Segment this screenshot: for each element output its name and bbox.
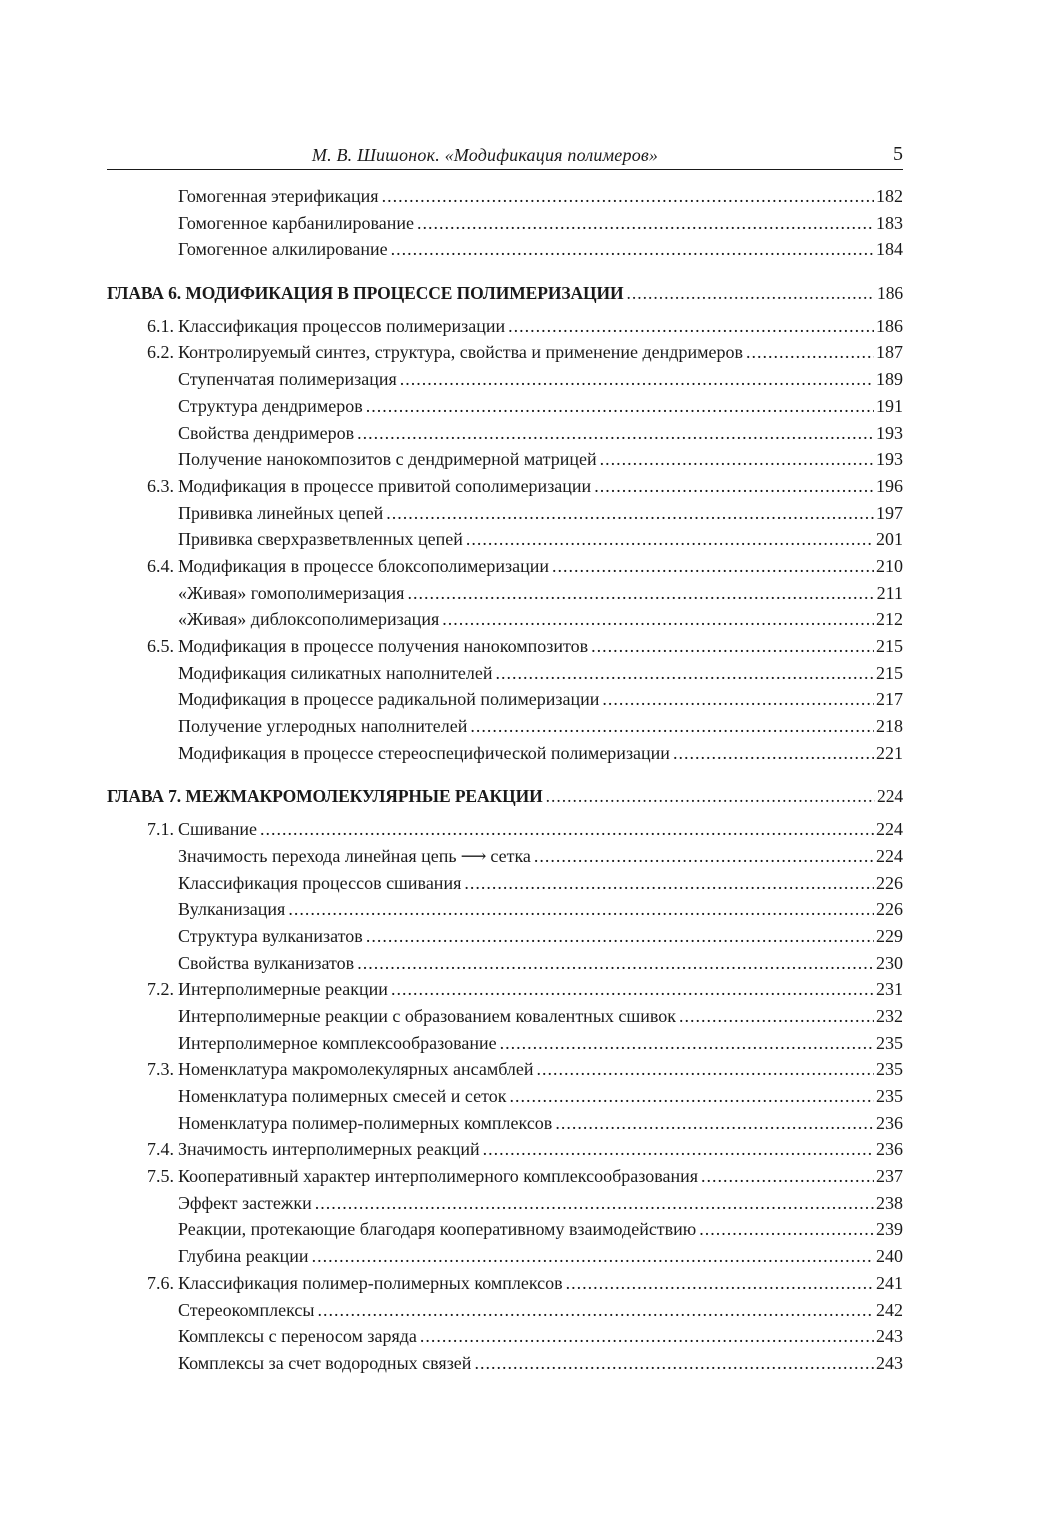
- toc-entry-title: [178, 816, 257, 843]
- arrow-right-icon: ⟶: [460, 845, 487, 866]
- toc-leader-dots: [400, 366, 874, 393]
- toc-page-number: 236: [876, 1139, 903, 1160]
- toc-leader-dots: [591, 633, 874, 660]
- toc-entry-title: [178, 210, 414, 237]
- toc-section-number: 7.1.: [147, 819, 174, 840]
- toc-subsection-row: [107, 1003, 903, 1030]
- toc-page-number: 189: [876, 369, 903, 390]
- toc-leader-dots: [673, 740, 874, 767]
- toc-page-number: 242: [876, 1299, 903, 1320]
- toc-chapter-row: [107, 280, 903, 307]
- toc-leader-dots: [500, 1030, 874, 1057]
- table-of-contents: [107, 183, 903, 1377]
- toc-subsection-row: [107, 1083, 903, 1110]
- toc-page-number: 186: [876, 315, 903, 336]
- toc-subsection-row: [107, 1243, 903, 1270]
- toc-page-number: 193: [876, 449, 903, 470]
- toc-section-row: [107, 816, 903, 843]
- toc-subsection-row: [107, 1110, 903, 1137]
- toc-section-number: 7.6.: [147, 1272, 174, 1293]
- toc-leader-dots: [552, 553, 874, 580]
- toc-page-number: 243: [876, 1352, 903, 1373]
- toc-entry-title-text: «Живая» диблоксополимеризация: [178, 609, 440, 630]
- toc-leader-dots: [420, 1323, 874, 1350]
- toc-entry-title: [178, 1297, 314, 1324]
- toc-section-row: [107, 1136, 903, 1163]
- toc-entry-title-text: Интерполимерное комплексообразование: [178, 1032, 497, 1053]
- toc-page-number: 230: [876, 952, 903, 973]
- toc-page-number: 212: [876, 609, 903, 630]
- toc-page-number: 184: [876, 239, 903, 260]
- toc-section-row: [107, 1163, 903, 1190]
- toc-leader-dots: [366, 923, 874, 950]
- toc-entry-title-text: Модификация в процессе блоксополимеризации: [178, 555, 550, 576]
- toc-page-number: 221: [876, 742, 903, 763]
- toc-section-row: [107, 633, 903, 660]
- toc-section-row: [107, 976, 903, 1003]
- toc-subsection-row: [107, 843, 903, 870]
- toc-leader-dots: [594, 473, 874, 500]
- toc-entry-title: [107, 783, 543, 810]
- toc-leader-dots: [546, 783, 875, 810]
- toc-section-row: [107, 313, 903, 340]
- toc-page-number: 240: [876, 1246, 903, 1267]
- toc-entry-title: [178, 500, 383, 527]
- toc-subsection-row: [107, 740, 903, 767]
- toc-entry-title: [178, 923, 363, 950]
- toc-page-number: 224: [876, 819, 903, 840]
- toc-entry-title: [178, 526, 463, 553]
- toc-entry-title-text: ГЛАВА 6. МОДИФИКАЦИЯ В ПРОЦЕССЕ ПОЛИМЕРИЗАЦИИ: [107, 283, 624, 304]
- toc-leader-dots: [366, 393, 874, 420]
- toc-entry-title: [178, 1270, 563, 1297]
- toc-leader-dots: [602, 686, 874, 713]
- toc-section-row: [107, 1270, 903, 1297]
- toc-page-number: 235: [876, 1086, 903, 1106]
- toc-page-number: 235: [876, 1032, 903, 1053]
- toc-page-number: 243: [876, 1326, 903, 1347]
- toc-subsection-row: [107, 183, 903, 210]
- toc-leader-dots: [474, 1350, 874, 1377]
- toc-page-number: 229: [876, 925, 903, 946]
- toc-leader-dots: [466, 526, 874, 553]
- toc-entry-title-text: Модификация в процессе радикальной полимеризации: [178, 689, 600, 710]
- toc-subsection-row: [107, 393, 903, 420]
- toc-leader-dots: [679, 1003, 874, 1030]
- toc-subsection-row: [107, 1350, 903, 1377]
- toc-entry-title: [178, 870, 461, 897]
- toc-entry-title: [107, 280, 624, 307]
- toc-entry-title: [178, 976, 388, 1003]
- toc-entry-title-text: Получение углеродных наполнителей: [178, 716, 468, 737]
- toc-section-number: 7.2.: [147, 979, 174, 1000]
- toc-entry-title-text: Глубина реакции: [178, 1246, 309, 1267]
- toc-entry-title: [178, 686, 599, 713]
- toc-page-number: 211: [876, 582, 903, 603]
- toc-page-number: 182: [876, 186, 903, 206]
- toc-entry-title: [178, 740, 670, 767]
- running-header: [107, 143, 903, 170]
- toc-page-number: 236: [876, 1112, 903, 1133]
- toc-entry-title-text: Номенклатура макромолекулярных ансамблей: [178, 1059, 534, 1080]
- toc-section-number: 7.3.: [147, 1059, 174, 1080]
- toc-leader-dots: [382, 183, 874, 210]
- toc-subsection-row: [107, 580, 903, 607]
- toc-subsection-row: [107, 950, 903, 977]
- toc-page-number: 241: [876, 1272, 903, 1293]
- toc-subsection-row: [107, 1323, 903, 1350]
- toc-entry-title-text: Структура вулканизатов: [178, 925, 363, 946]
- toc-subsection-row: [107, 420, 903, 447]
- toc-section-number: 6.5.: [147, 636, 174, 656]
- toc-page-number: 226: [876, 872, 903, 893]
- toc-entry-title-text: Свойства дендримеров: [178, 422, 355, 443]
- toc-entry-title: [178, 1056, 534, 1083]
- toc-page-number: 193: [876, 422, 903, 443]
- toc-entry-title: [178, 1243, 309, 1270]
- toc-entry-title-text: Гомогенное карбанилирование: [178, 212, 414, 233]
- toc-page-number: 239: [876, 1219, 903, 1240]
- toc-entry-title: [178, 713, 467, 740]
- toc-subsection-row: [107, 1030, 903, 1057]
- toc-entry-title: [178, 1003, 676, 1030]
- toc-entry-title-text: Модификация в процессе стереоспецифической полимеризации: [178, 742, 670, 763]
- toc-page-number: 201: [876, 529, 903, 550]
- toc-entry-title: [178, 843, 531, 870]
- toc-page-number: 231: [876, 979, 903, 1000]
- toc-subsection-row: [107, 210, 903, 237]
- toc-entry-title: [178, 236, 388, 263]
- page-number: 5: [893, 143, 903, 165]
- toc-leader-dots: [357, 420, 874, 447]
- toc-entry-title-text: Модификация в процессе привитой сополимеризации: [178, 475, 592, 496]
- toc-entry-title-text: Классификация полимер-полимерных комплексов: [178, 1272, 563, 1293]
- toc-entry-title: [178, 1216, 696, 1243]
- toc-section-number: 6.3.: [147, 475, 174, 496]
- toc-entry-title: [178, 1030, 497, 1057]
- toc-page-number: 215: [876, 662, 903, 683]
- toc-leader-dots: [357, 950, 874, 977]
- toc-page-number: 186: [877, 283, 903, 304]
- toc-page-number: 232: [876, 1005, 903, 1026]
- toc-entry-title: [178, 339, 743, 366]
- toc-entry-title: [178, 1136, 480, 1163]
- toc-entry-title: [178, 1323, 417, 1350]
- toc-entry-title-text: Комплексы за счет водородных связей: [178, 1352, 472, 1373]
- toc-entry-title: [178, 393, 363, 420]
- toc-leader-dots: [699, 1216, 874, 1243]
- toc-page-number: 238: [876, 1192, 903, 1213]
- toc-section-row: [107, 1056, 903, 1083]
- toc-leader-dots: [317, 1297, 874, 1324]
- toc-entry-title-text: Получение нанокомпозитов с дендримерной матрицей: [178, 449, 597, 470]
- toc-subsection-row: [107, 606, 903, 633]
- toc-entry-title-text: Ступенчатая полимеризация: [178, 369, 397, 390]
- toc-leader-dots: [495, 660, 874, 687]
- toc-leader-dots: [600, 446, 874, 473]
- toc-entry-title: [178, 896, 285, 923]
- toc-leader-dots: [315, 1190, 874, 1217]
- toc-entry-title-text: Значимость перехода линейная цепь: [178, 845, 457, 866]
- toc-leader-dots: [508, 313, 874, 340]
- toc-subsection-row: [107, 1190, 903, 1217]
- toc-leader-dots: [464, 870, 874, 897]
- toc-page-number: 224: [877, 786, 903, 807]
- toc-leader-dots: [746, 339, 874, 366]
- toc-entry-title-text: Модификация в процессе получения нанокомпозитов: [178, 636, 589, 656]
- toc-page-number: 215: [876, 636, 903, 656]
- toc-leader-dots: [288, 896, 874, 923]
- toc-subsection-row: [107, 660, 903, 687]
- toc-entry-title-text: Номенклатура полимер-полимерных комплексов: [178, 1112, 553, 1133]
- toc-page-number: 196: [876, 475, 903, 496]
- toc-entry-title: [178, 313, 505, 340]
- toc-entry-title: [178, 1190, 312, 1217]
- toc-entry-title: [178, 446, 597, 473]
- toc-leader-dots: [555, 1110, 874, 1137]
- running-title: М. В. Шишонок. «Модификация полимеров»: [311, 145, 659, 165]
- toc-leader-dots: [391, 976, 874, 1003]
- toc-entry-title: [178, 1083, 507, 1110]
- toc-entry-title-text: «Живая» гомополимеризация: [178, 582, 405, 603]
- toc-entry-title-suffix: сетка: [490, 845, 531, 866]
- toc-leader-dots: [510, 1083, 874, 1110]
- toc-subsection-row: [107, 686, 903, 713]
- toc-subsection-row: [107, 1297, 903, 1324]
- toc-section-number: 6.1.: [147, 315, 174, 336]
- toc-page-number: 235: [876, 1059, 903, 1080]
- toc-subsection-row: [107, 713, 903, 740]
- toc-entry-title-text: Стереокомплексы: [178, 1299, 315, 1320]
- toc-leader-dots: [470, 713, 874, 740]
- toc-leader-dots: [386, 500, 874, 527]
- toc-entry-title-text: Гомогенное алкилирование: [178, 239, 388, 260]
- toc-subsection-row: [107, 236, 903, 263]
- toc-subsection-row: [107, 1216, 903, 1243]
- toc-entry-title: [178, 633, 588, 660]
- toc-section-number: 6.2.: [147, 342, 174, 363]
- toc-entry-title-text: Гомогенная этерификация: [178, 186, 379, 206]
- toc-section-row: [107, 553, 903, 580]
- toc-page-number: 224: [876, 845, 903, 866]
- toc-entry-title-text: Эффект застежки: [178, 1192, 312, 1213]
- toc-leader-dots: [260, 816, 874, 843]
- toc-entry-title: [178, 183, 379, 210]
- toc-subsection-row: [107, 870, 903, 897]
- toc-section-row: [107, 473, 903, 500]
- toc-entry-title-text: Вулканизация: [178, 899, 286, 920]
- toc-chapter-row: [107, 783, 903, 810]
- toc-section-number: 7.5.: [147, 1166, 174, 1187]
- toc-entry-title: [178, 950, 354, 977]
- toc-entry-title-text: Сшивание: [178, 819, 258, 840]
- toc-leader-dots: [537, 1056, 874, 1083]
- toc-entry-title-text: Модификация силикатных наполнителей: [178, 662, 493, 683]
- toc-leader-dots: [701, 1163, 874, 1190]
- toc-section-row: [107, 339, 903, 366]
- toc-subsection-row: [107, 526, 903, 553]
- toc-entry-title: [178, 473, 591, 500]
- toc-leader-dots: [312, 1243, 874, 1270]
- toc-leader-dots: [483, 1136, 874, 1163]
- toc-page-number: 210: [876, 555, 903, 576]
- toc-entry-title-text: Контролируемый синтез, структура, свойства и применение дендримеров: [178, 342, 743, 363]
- toc-page-number: 187: [876, 342, 903, 363]
- toc-leader-dots: [534, 843, 874, 870]
- toc-entry-title-text: Комплексы с переносом заряда: [178, 1326, 417, 1347]
- toc-leader-dots: [407, 580, 874, 607]
- toc-leader-dots: [417, 210, 874, 237]
- toc-page-number: 197: [876, 502, 903, 523]
- toc-entry-title-text: Прививка сверхразветвленных цепей: [178, 529, 463, 550]
- toc-entry-title: [178, 606, 439, 633]
- toc-entry-title: [178, 1350, 471, 1377]
- toc-entry-title-text: ГЛАВА 7. МЕЖМАКРОМОЛЕКУЛЯРНЫЕ РЕАКЦИИ: [107, 786, 543, 807]
- toc-entry-title-text: Свойства вулканизатов: [178, 952, 355, 973]
- toc-page-number: 226: [876, 899, 903, 920]
- toc-entry-title-text: Номенклатура полимерных смесей и сеток: [178, 1086, 507, 1106]
- toc-page-number: 217: [876, 689, 903, 710]
- toc-entry-title-text: Классификация процессов сшивания: [178, 872, 462, 893]
- toc-page-number: 218: [876, 716, 903, 737]
- toc-entry-title-text: Структура дендримеров: [178, 395, 363, 416]
- toc-entry-title: [178, 660, 492, 687]
- toc-entry-title-text: Интерполимерные реакции: [178, 979, 388, 1000]
- toc-page-number: 191: [876, 395, 903, 416]
- toc-entry-title-text: Интерполимерные реакции с образованием ковалентных сшивок: [178, 1005, 677, 1026]
- toc-subsection-row: [107, 896, 903, 923]
- toc-leader-dots: [627, 280, 876, 307]
- toc-subsection-row: [107, 446, 903, 473]
- toc-leader-dots: [442, 606, 874, 633]
- toc-entry-title-text: Значимость интерполимерных реакций: [178, 1139, 480, 1160]
- toc-entry-title: [178, 1163, 698, 1190]
- toc-subsection-row: [107, 923, 903, 950]
- toc-entry-title: [178, 553, 549, 580]
- toc-entry-title: [178, 366, 397, 393]
- toc-entry-title-text: Классификация процессов полимеризации: [178, 315, 506, 336]
- toc-subsection-row: [107, 366, 903, 393]
- toc-entry-title-text: Кооперативный характер интерполимерного комплексообразования: [178, 1166, 699, 1187]
- toc-entry-title: [178, 420, 354, 447]
- toc-leader-dots: [391, 236, 874, 263]
- toc-section-number: 6.4.: [147, 555, 174, 576]
- toc-leader-dots: [566, 1270, 874, 1297]
- toc-entry-title: [178, 580, 404, 607]
- toc-entry-title: [178, 1110, 552, 1137]
- toc-page-number: 183: [876, 212, 903, 233]
- toc-subsection-row: [107, 500, 903, 527]
- toc-page-number: 237: [876, 1166, 903, 1187]
- toc-section-number: 7.4.: [147, 1139, 174, 1160]
- toc-entry-title-text: Реакции, протекающие благодаря кооперативному взаимодействию: [178, 1219, 697, 1240]
- toc-entry-title-text: Прививка линейных цепей: [178, 502, 384, 523]
